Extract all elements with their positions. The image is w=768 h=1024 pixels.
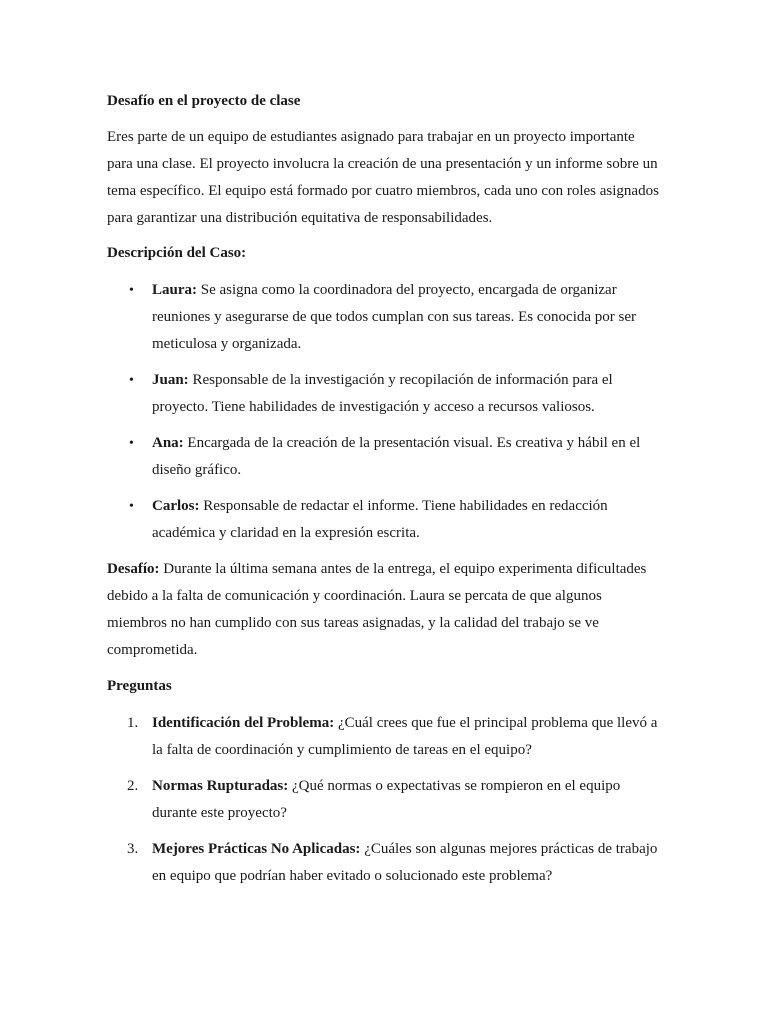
member-name: Juan:	[152, 372, 189, 388]
list-item	[107, 367, 663, 421]
bullet-icon: •	[129, 283, 134, 298]
question-text: ¿Cuáles son algunas mejores prácticas de trabajo en equipo que podrían haber evitado o solucionado este problema?	[152, 841, 658, 884]
case-heading: Descripción del Caso:	[107, 245, 247, 261]
challenge-text: Durante la última semana antes de la entrega, el equipo experimenta dificultades debido a la falta de comunicación y coordinación. Laura se percata de que algunos miembros no han cumplido con sus tareas asignadas, y la calidad del trabajo se ve comprometida.	[107, 561, 647, 658]
member-name: Laura:	[152, 282, 197, 298]
member-description: Encargada de la creación de la presentación visual. Es creativa y hábil en el diseño gráfico.	[152, 435, 641, 478]
list-item	[107, 836, 663, 890]
question-text: ¿Qué normas o expectativas se rompieron en el equipo durante este proyecto?	[152, 778, 621, 821]
list-item	[107, 773, 663, 827]
challenge-paragraph	[107, 556, 663, 664]
question-label: Normas Rupturadas:	[152, 778, 289, 794]
question-number: 3.	[127, 841, 139, 857]
member-description: Se asigna como la coordinadora del proyecto, encargada de organizar reuniones y asegurarse de que todos cumplan con sus tareas. Es conocida por ser meticulosa y organizada.	[152, 282, 637, 352]
list-item	[107, 430, 663, 484]
members-list	[107, 277, 663, 547]
questions-heading: Preguntas	[107, 678, 172, 694]
list-item	[107, 493, 663, 547]
bullet-icon: •	[129, 373, 134, 388]
member-name: Carlos:	[152, 498, 200, 514]
intro-paragraph: Eres parte de un equipo de estudiantes asignado para trabajar en un proyecto importante para una clase. El proyecto involucra la creación de una presentación y un informe sobre un tema específico. El equipo está formado por cuatro miembros, cada uno con roles asignados para garantizar una distribución equitativa de responsabilidades.	[107, 129, 659, 226]
question-number: 2.	[127, 778, 139, 794]
list-item	[107, 277, 663, 358]
member-description: Responsable de la investigación y recopilación de información para el proyecto. Tiene habilidades de investigación y acceso a recursos valiosos.	[152, 372, 613, 415]
question-number: 1.	[127, 715, 139, 731]
question-label: Mejores Prácticas No Aplicadas:	[152, 841, 361, 857]
bullet-icon: •	[129, 499, 134, 514]
questions-list	[107, 710, 663, 890]
document-page	[107, 89, 663, 899]
challenge-label: Desafío:	[107, 561, 160, 577]
question-text: ¿Cuál crees que fue el principal problema que llevó a la falta de coordinación y cumplimiento de tareas en el equipo?	[152, 715, 658, 758]
member-name: Ana:	[152, 435, 184, 451]
question-label: Identificación del Problema:	[152, 715, 335, 731]
list-item	[107, 710, 663, 764]
member-description: Responsable de redactar el informe. Tiene habilidades en redacción académica y claridad en la expresión escrita.	[152, 498, 608, 541]
document-title: Desafío en el proyecto de clase	[107, 93, 301, 109]
bullet-icon: •	[129, 436, 134, 451]
